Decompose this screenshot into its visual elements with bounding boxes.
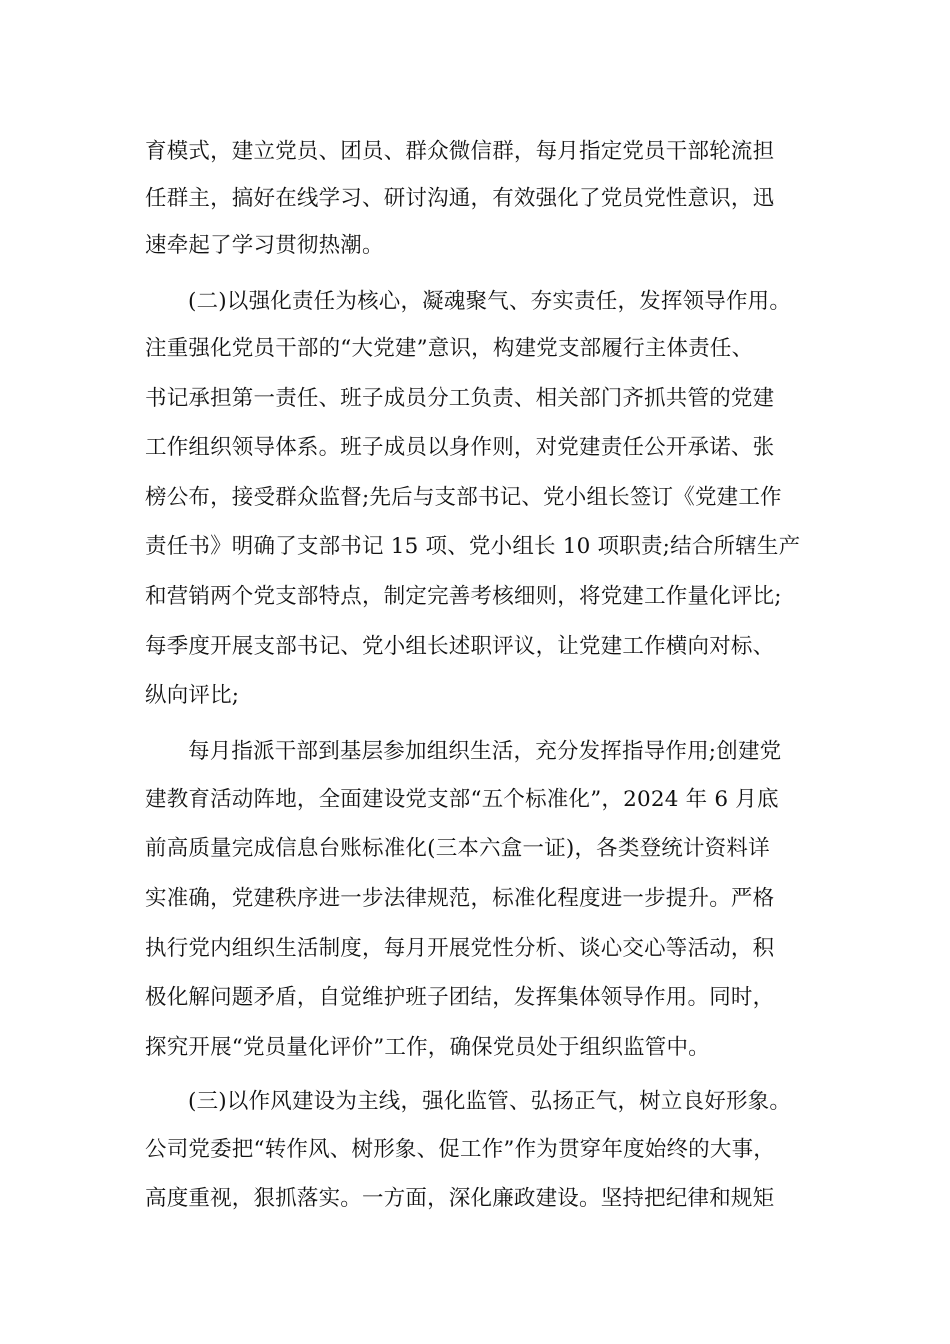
text-line: 极化解问题矛盾，自觉维护班子团结，发挥集体领导作用。同时， xyxy=(145,985,775,1010)
text-line: 纵向评比; xyxy=(145,683,240,708)
text-line: 任群主，搞好在线学习、研讨沟通，有效强化了党员党性意识，迅 xyxy=(145,186,775,211)
text-line: 育模式，建立党员、团员、群众微信群，每月指定党员干部轮流担 xyxy=(145,139,775,164)
text-line: 高度重视，狠抓落实。一方面，深化廉政建设。坚持把纪律和规矩 xyxy=(145,1186,775,1211)
text-line: 速牵起了学习贯彻热潮。 xyxy=(145,233,384,258)
text-line: 每月指派干部到基层参加组织生活，充分发挥指导作用;创建党 xyxy=(188,739,782,764)
text-line: 实准确，党建秩序进一步法律规范，标准化程度进一步提升。严格 xyxy=(145,886,775,911)
paragraph-heading: (三)以作风建设为主线，强化监管、弘扬正气，树立良好形象。 xyxy=(188,1089,792,1114)
text-line: 前高质量完成信息台账标准化(三本六盒一证)，各类登统计资料详 xyxy=(145,836,770,861)
text-line: 建教育活动阵地，全面建设党支部“五个标准化”，2024 年 6 月底 xyxy=(145,787,779,812)
text-line: 榜公布，接受群众监督;先后与支部书记、党小组长签订《党建工作 xyxy=(145,485,782,510)
text-line: 公司党委把“转作风、树形象、促工作”作为贯穿年度始终的大事， xyxy=(145,1137,775,1162)
text-line: 工作组织领导体系。班子成员以身作则，对党建责任公开承诺、张 xyxy=(145,435,775,460)
text-line: 书记承担第一责任、班子成员分工负责、相关部门齐抓共管的党建 xyxy=(145,386,775,411)
text-line: 每季度开展支部书记、党小组长述职评议，让党建工作横向对标、 xyxy=(145,634,775,659)
text-line: 责任书》明确了支部书记 15 项、党小组长 10 项职责;结合所辖生产 xyxy=(145,534,801,559)
text-line: 执行党内组织生活制度，每月开展党性分析、谈心交心等活动，积 xyxy=(145,936,775,961)
text-line: 探究开展“党员量化评价”工作，确保党员处于组织监管中。 xyxy=(145,1035,710,1060)
text-line: 注重强化党员干部的“大党建”意识，构建党支部履行主体责任、 xyxy=(145,336,754,361)
paragraph-heading: (二)以强化责任为核心，凝魂聚气、夯实责任，发挥领导作用。 xyxy=(188,289,792,314)
text-line: 和营销两个党支部特点，制定完善考核细则，将党建工作量化评比; xyxy=(145,584,782,609)
